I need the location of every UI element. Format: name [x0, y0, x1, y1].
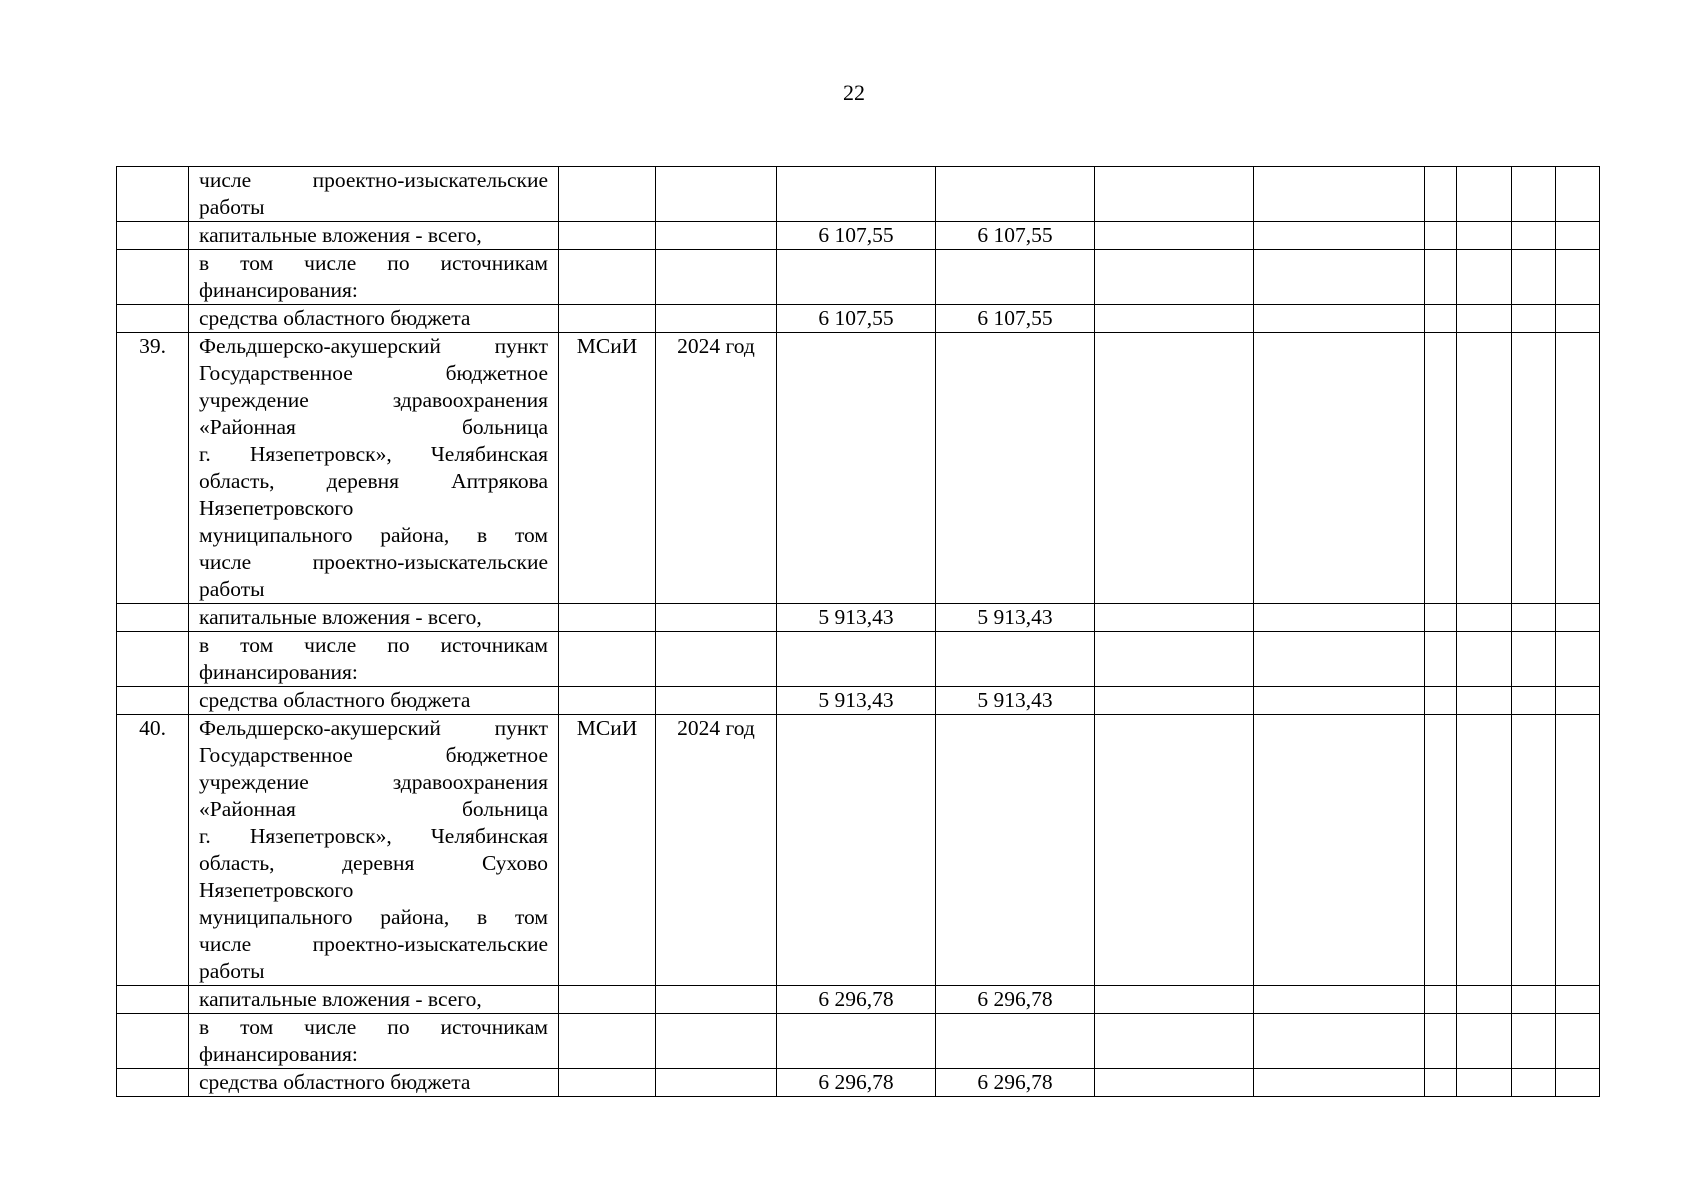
amount-cell-1 [777, 687, 936, 715]
empty-cell [1254, 687, 1425, 715]
organization: МСиИ [576, 716, 638, 740]
amount-cell-2 [936, 333, 1095, 604]
amount-cell-2 [936, 986, 1095, 1014]
row-number: 40. [139, 716, 166, 740]
description-line: «Районная больница [199, 415, 548, 439]
empty-cell [1512, 167, 1556, 222]
year-cell [656, 333, 777, 604]
empty-cell [1425, 604, 1457, 632]
description-line: учреждение здравоохранения [199, 770, 548, 794]
empty-cell [1457, 333, 1512, 604]
empty-cell [1556, 632, 1600, 687]
empty-cell [1425, 333, 1457, 604]
table-row [117, 687, 1600, 715]
empty-cell [1512, 1069, 1556, 1097]
empty-cell [1095, 632, 1254, 687]
amount-cell-2 [936, 604, 1095, 632]
table-row [117, 250, 1600, 305]
amount-cell-1 [777, 604, 936, 632]
description-line: муниципального района, в том [199, 523, 548, 547]
description-line: числе проектно-изыскательские [199, 932, 548, 956]
amount-cell-2 [936, 687, 1095, 715]
amount-cell-2 [936, 222, 1095, 250]
year: 2024 год [677, 716, 755, 740]
empty-cell [1425, 1014, 1457, 1069]
empty-cell [1556, 167, 1600, 222]
description-cell [189, 687, 559, 715]
description-cell [189, 1014, 559, 1069]
empty-cell [1512, 687, 1556, 715]
empty-cell [1457, 604, 1512, 632]
empty-cell [1556, 604, 1600, 632]
empty-cell [1254, 604, 1425, 632]
description-line: финансирования: [199, 660, 358, 684]
description-line: в том числе по источникам [199, 633, 548, 657]
description-line: муниципального района, в том [199, 905, 548, 929]
description-line: область, деревня Аптрякова [199, 469, 548, 493]
description-line: работы [199, 195, 265, 219]
organization-cell [559, 222, 656, 250]
empty-cell [1254, 222, 1425, 250]
organization-cell [559, 333, 656, 604]
amount-value: 6 296,78 [818, 987, 894, 1011]
empty-cell [1254, 986, 1425, 1014]
empty-cell [1254, 250, 1425, 305]
table-row [117, 167, 1600, 222]
amount-value: 5 913,43 [818, 688, 894, 712]
table-row-item [117, 715, 1600, 986]
empty-cell [1512, 250, 1556, 305]
empty-cell [1254, 715, 1425, 986]
description-line: финансирования: [199, 278, 358, 302]
description-line: учреждение здравоохранения [199, 388, 548, 412]
row-number-cell [117, 986, 189, 1014]
amount-cell-1 [777, 333, 936, 604]
year-cell [656, 1014, 777, 1069]
amount-cell-1 [777, 1014, 936, 1069]
table-row-item [117, 333, 1600, 604]
description-line: область, деревня Сухово [199, 851, 548, 875]
description-label: средства областного бюджета [199, 306, 471, 330]
empty-cell [1512, 604, 1556, 632]
row-number-cell [117, 1014, 189, 1069]
empty-cell [1095, 715, 1254, 986]
row-number-cell [117, 250, 189, 305]
description-cell [189, 632, 559, 687]
empty-cell [1254, 632, 1425, 687]
empty-cell [1457, 250, 1512, 305]
empty-cell [1512, 1014, 1556, 1069]
year-cell [656, 167, 777, 222]
description-cell [189, 167, 559, 222]
amount-cell-1 [777, 632, 936, 687]
empty-cell [1457, 167, 1512, 222]
empty-cell [1425, 986, 1457, 1014]
row-number-cell [117, 167, 189, 222]
empty-cell [1425, 715, 1457, 986]
empty-cell [1095, 604, 1254, 632]
description-cell [189, 604, 559, 632]
organization-cell [559, 687, 656, 715]
empty-cell [1095, 1069, 1254, 1097]
year-cell [656, 687, 777, 715]
empty-cell [1457, 1014, 1512, 1069]
table-row [117, 986, 1600, 1014]
row-number: 39. [139, 334, 166, 358]
organization-cell [559, 1069, 656, 1097]
description-cell [189, 333, 559, 604]
amount-value: 6 107,55 [977, 306, 1053, 330]
empty-cell [1095, 1014, 1254, 1069]
empty-cell [1457, 222, 1512, 250]
description-line: в том числе по источникам [199, 1015, 548, 1039]
table-row [117, 1014, 1600, 1069]
organization-cell [559, 604, 656, 632]
year: 2024 год [677, 334, 755, 358]
year-cell [656, 715, 777, 986]
empty-cell [1095, 305, 1254, 333]
empty-cell [1095, 167, 1254, 222]
budget-table [116, 166, 1600, 1097]
description-line: числе проектно-изыскательские [199, 168, 548, 192]
amount-cell-1 [777, 167, 936, 222]
description-label: капитальные вложения - всего, [199, 605, 482, 629]
table-row [117, 604, 1600, 632]
description-line: в том числе по источникам [199, 251, 548, 275]
description-line: числе проектно-изыскательские [199, 550, 548, 574]
row-number-cell [117, 1069, 189, 1097]
amount-cell-2 [936, 1069, 1095, 1097]
empty-cell [1457, 632, 1512, 687]
table-row [117, 305, 1600, 333]
empty-cell [1556, 1069, 1600, 1097]
amount-value: 5 913,43 [818, 605, 894, 629]
empty-cell [1425, 167, 1457, 222]
table-row [117, 1069, 1600, 1097]
year-cell [656, 222, 777, 250]
empty-cell [1095, 687, 1254, 715]
empty-cell [1556, 986, 1600, 1014]
description-line: работы [199, 577, 265, 601]
empty-cell [1425, 632, 1457, 687]
year-cell [656, 632, 777, 687]
amount-cell-1 [777, 222, 936, 250]
empty-cell [1095, 986, 1254, 1014]
row-number-cell [117, 604, 189, 632]
empty-cell [1095, 250, 1254, 305]
empty-cell [1457, 687, 1512, 715]
description-line: работы [199, 959, 265, 983]
description-cell [189, 715, 559, 986]
description-line: Государственное бюджетное [199, 743, 548, 767]
row-number-cell [117, 687, 189, 715]
description-line: Нязепетровского [199, 878, 354, 902]
description-cell [189, 1069, 559, 1097]
empty-cell [1457, 715, 1512, 986]
empty-cell [1556, 333, 1600, 604]
empty-cell [1556, 715, 1600, 986]
empty-cell [1254, 305, 1425, 333]
empty-cell [1556, 687, 1600, 715]
row-number-cell [117, 632, 189, 687]
empty-cell [1254, 1014, 1425, 1069]
description-line: Фельдшерско-акушерский пункт [199, 334, 548, 358]
amount-value: 5 913,43 [977, 605, 1053, 629]
amount-value: 6 107,55 [977, 223, 1053, 247]
amount-value: 6 296,78 [977, 987, 1053, 1011]
empty-cell [1095, 333, 1254, 604]
empty-cell [1512, 715, 1556, 986]
empty-cell [1556, 250, 1600, 305]
organization-cell [559, 986, 656, 1014]
empty-cell [1457, 986, 1512, 1014]
description-line: г. Нязепетровск», Челябинская [199, 824, 548, 848]
empty-cell [1556, 1014, 1600, 1069]
description-label: средства областного бюджета [199, 1070, 471, 1094]
empty-cell [1512, 333, 1556, 604]
year-cell [656, 604, 777, 632]
row-number-cell [117, 305, 189, 333]
description-cell [189, 222, 559, 250]
empty-cell [1457, 1069, 1512, 1097]
empty-cell [1512, 222, 1556, 250]
empty-cell [1556, 222, 1600, 250]
description-cell [189, 986, 559, 1014]
organization-cell [559, 305, 656, 333]
organization-cell [559, 250, 656, 305]
description-line: «Районная больница [199, 797, 548, 821]
empty-cell [1254, 167, 1425, 222]
amount-value: 6 107,55 [818, 306, 894, 330]
empty-cell [1512, 632, 1556, 687]
amount-cell-2 [936, 250, 1095, 305]
empty-cell [1512, 305, 1556, 333]
description-line: Государственное бюджетное [199, 361, 548, 385]
amount-cell-2 [936, 1014, 1095, 1069]
organization-cell [559, 632, 656, 687]
amount-cell-1 [777, 715, 936, 986]
amount-value: 5 913,43 [977, 688, 1053, 712]
page-number: 22 [843, 80, 865, 105]
empty-cell [1254, 1069, 1425, 1097]
year-cell [656, 305, 777, 333]
description-line: г. Нязепетровск», Челябинская [199, 442, 548, 466]
table-row [117, 632, 1600, 687]
empty-cell [1254, 333, 1425, 604]
amount-cell-1 [777, 986, 936, 1014]
amount-cell-2 [936, 305, 1095, 333]
amount-value: 6 296,78 [818, 1070, 894, 1094]
empty-cell [1512, 986, 1556, 1014]
description-line: финансирования: [199, 1042, 358, 1066]
empty-cell [1425, 305, 1457, 333]
amount-cell-1 [777, 1069, 936, 1097]
organization-cell [559, 167, 656, 222]
description-label: средства областного бюджета [199, 688, 471, 712]
description-cell [189, 250, 559, 305]
empty-cell [1425, 687, 1457, 715]
amount-value: 6 296,78 [977, 1070, 1053, 1094]
organization-cell [559, 1014, 656, 1069]
year-cell [656, 250, 777, 305]
amount-cell-1 [777, 250, 936, 305]
empty-cell [1425, 250, 1457, 305]
row-number-cell [117, 333, 189, 604]
organization-cell [559, 715, 656, 986]
amount-cell-2 [936, 167, 1095, 222]
description-line: Фельдшерско-акушерский пункт [199, 716, 548, 740]
year-cell [656, 986, 777, 1014]
year-cell [656, 1069, 777, 1097]
description-label: капитальные вложения - всего, [199, 987, 482, 1011]
organization: МСиИ [576, 334, 638, 358]
description-cell [189, 305, 559, 333]
row-number-cell [117, 222, 189, 250]
description-line: Нязепетровского [199, 496, 354, 520]
amount-value: 6 107,55 [818, 223, 894, 247]
empty-cell [1095, 222, 1254, 250]
empty-cell [1425, 1069, 1457, 1097]
amount-cell-2 [936, 632, 1095, 687]
empty-cell [1556, 305, 1600, 333]
row-number-cell [117, 715, 189, 986]
table-body [117, 167, 1600, 1097]
amount-cell-1 [777, 305, 936, 333]
amount-cell-2 [936, 715, 1095, 986]
description-label: капитальные вложения - всего, [199, 223, 482, 247]
empty-cell [1425, 222, 1457, 250]
empty-cell [1457, 305, 1512, 333]
table-row [117, 222, 1600, 250]
